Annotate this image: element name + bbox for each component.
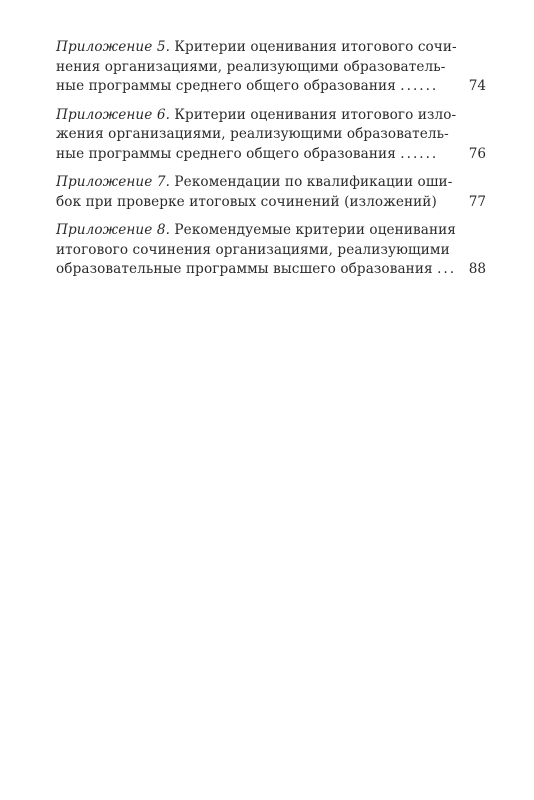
toc-entry-appendix-6[interactable] xyxy=(56,106,486,165)
toc-line-text: Критерии оценивания итогового сочи- xyxy=(174,39,457,55)
page-number: 77 xyxy=(468,193,486,210)
toc-entry-appendix-8[interactable] xyxy=(56,221,486,280)
toc-entry-text xyxy=(56,106,457,165)
toc-line xyxy=(56,260,457,280)
appendix-label: Приложение 5. xyxy=(56,39,170,55)
toc-line xyxy=(56,77,444,97)
toc-line-text: ные программы среднего общего образования xyxy=(56,78,396,94)
toc-line-text: Критерии оценивания итогового изло- xyxy=(174,106,457,123)
toc-line xyxy=(56,106,457,126)
toc-line xyxy=(56,38,457,58)
toc-entry-text xyxy=(56,221,457,280)
dot-leader: ...... xyxy=(400,78,439,94)
toc-line-text: образовательные программы высшего образования xyxy=(56,261,433,277)
toc-line-text: ные программы среднего общего образования xyxy=(56,145,396,162)
toc-line: итогового сочинения организациями, реализующими xyxy=(56,241,450,258)
page-number: 76 xyxy=(468,145,486,162)
toc-line: жения организациями, реализующими образователь- xyxy=(56,126,449,142)
dot-leader: ... xyxy=(437,261,457,277)
toc-entry-appendix-7[interactable] xyxy=(56,173,486,212)
appendix-label: Приложение 7. xyxy=(56,174,170,190)
toc-entry-text xyxy=(56,38,457,97)
toc-line: бок при проверке итоговых сочинений (изложений) xyxy=(56,193,437,210)
appendix-label: Приложение 6. xyxy=(56,106,170,123)
table-of-contents xyxy=(56,38,486,289)
toc-entry-text xyxy=(56,173,453,212)
appendix-label: Приложение 8. xyxy=(56,222,170,238)
page-number: 74 xyxy=(468,78,486,94)
toc-line xyxy=(56,221,456,241)
dot-leader: ...... xyxy=(400,145,439,162)
toc-line xyxy=(56,145,444,165)
page-number: 88 xyxy=(468,261,486,277)
toc-line-text: Рекомендации по квалификации оши- xyxy=(174,174,453,190)
toc-line xyxy=(56,173,453,193)
toc-entry-appendix-5[interactable] xyxy=(56,38,486,97)
toc-line-text: Рекомендуемые критерии оценивания xyxy=(174,222,456,238)
toc-line: нения организациями, реализующими образователь- xyxy=(56,58,446,75)
